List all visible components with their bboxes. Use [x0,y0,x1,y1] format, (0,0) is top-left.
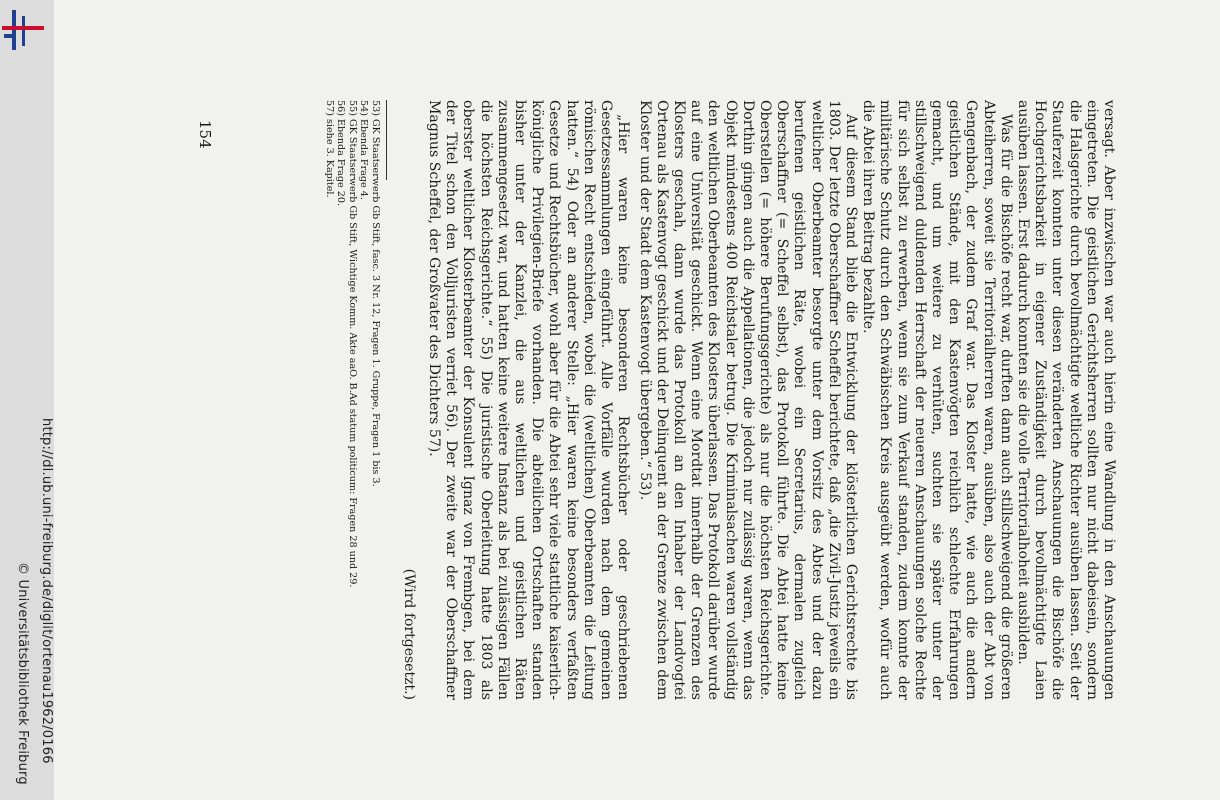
paragraph: „Hier waren keine besonderen Rechtsbücher oder geschriebenen Gesetzessammlungen eingeführt. Alle Vorfälle wurden nach dem gemeinen römischen Recht entschieden, wobei die (weltlichen) Oberbeamten die Leitung hatten.“ 54) Oder an anderer Stelle: „Hier waren keine besonders verfaßten Gesetze und Rechtsbücher, wohl aber für die Abtei sehr viele stattliche kaiserlich-königliche Privilegien-Briefe vorhanden. Die abteilichen Ortschaften standen bisher unter der Kanzlei, die aus weltlichen und geistlichen Räten zusammengesetzt war, und hatten keine weitere Instanz als bei zulässigen Fällen die höchsten Reichsgerichte.“ 55) Die juristische Oberleitung hatte 1803 als oberster weltlicher Klosterbeamter der Konsulent Ignaz von Frembgen, bei dem der Titel schon den Volljuristen verriet 56). Der zweite war der Oberschaffner Magnus Scheffel, der Großvater des Dichters 57). [426,100,632,700]
continued-note: (Wird fortgesetzt.) [400,568,417,700]
page-content [323,100,1117,700]
copyright-notice: © Universitätsbibliothek Freiburg [15,562,30,785]
page-number: 154 [196,120,214,149]
paragraph: Was für die Bischöfe recht war, durften dann auch stillschweigend die größeren Abteiherren, soweit sie Territorialherren waren, ausüben, also auch der Abt von Gengenbach, der zudem Graf war. Das Kloster hatte, wie auch die andern geistlichen Stände, mit den Kastenvögten reichlich schlechte Erfahrungen gemacht, und um weitere zu verhüten, suchten sie später unter der stillschweigend duldenden Herrschaft der neueren Anschauungen solche Rechte für sich selbst zu erwerben, wenn sie zum Verkauf standen, zudem konnte der militärische Schutz durch den Schwäbischen Kreis ausgeübt werden, wofür auch die Abtei ihren Beitrag bezahlte. [860,100,1014,700]
footnote: 56) Ebenda Frage 20. [335,100,347,206]
footnote-divider [386,100,387,180]
body-text [425,100,1117,700]
library-logo-icon [2,10,46,50]
footnote: 53) GK Staatserwerb Gb Stift, fasc. 3 Nr. 12, Fragen 1. Gruppe, Fragen 1 bis 3. [369,100,381,487]
paragraph: versagt. Aber inzwischen war auch hierin eine Wandlung in den Anschauungen eingetreten. Die geistlichen Gerichtsherren sollten nur nicht dabeisein, sondern die Halsgerichte durch bevollmächtigte weltliche Richter ausüben lassen. Seit der Stauferzeit konnten unter diesen veränderten Anschauungen die Bischöfe die Hochgerichtsbarkeit in eigener Zuständigkeit durch bevollmächtigte Laien ausüben lassen. Erst dadurch konnten sie die volle Territorialhoheit ausbilden. [1014,100,1117,700]
paragraph: Auf diesem Stand blieb die Entwicklung der klösterlichen Gerichtsrechte bis 1803. Der letzte Oberschaffner Scheffel berichtete, daß „die Zivil-Justiz jeweils ein weltlicher Oberbeamter besorgte unter dem Vorsitz des Abtes und der dazu berufenen geistlichen Räte, wobei ein Secretarius, dermalen zugleich Oberschaffner (= Scheffel selbst), das Protokoll führte. Die Abtei hatte keine Oberstellen (= höhere Berufungsgerichte) als nur die höchsten Reichsgerichte. Dorthin gingen auch die Appellationen, die jedoch nur zulässig waren, wenn das Objekt mindestens 400 Reichstaler betrug. Die Kriminalsachen waren vollständig den weltlichen Oberbeamten des Klosters überlassen. Das Protokoll darüber wurde auf eine Universität geschickt. Wenn eine Mordtat innerhalb der Grenzen des Klosters geschah, dann wurde das Protokoll an den Inhaber der Landvogtei Ortenau als Kastenvogt geschickt und der Delinquent an der Grenze zwischen dem Kloster und der Stadt dem Kastenvogt übergeben.“ 53). [636,100,859,700]
footnote: 57) siehe 3. Kapitel. [323,100,335,198]
footnotes [323,100,381,700]
viewer-sidebar [0,0,54,800]
footnote: 54) Ebenda Frage 4. [358,100,370,200]
page-url[interactable]: http://dl.ub.uni-freiburg.de/diglit/ortenau1962/0166 [39,418,54,764]
footnote: 55) GK Staatserwerb Gb Stift, Wichtige Komm. Akte aaO. B.Ad statum politicum: Fragen 28 und 29. [346,100,358,588]
